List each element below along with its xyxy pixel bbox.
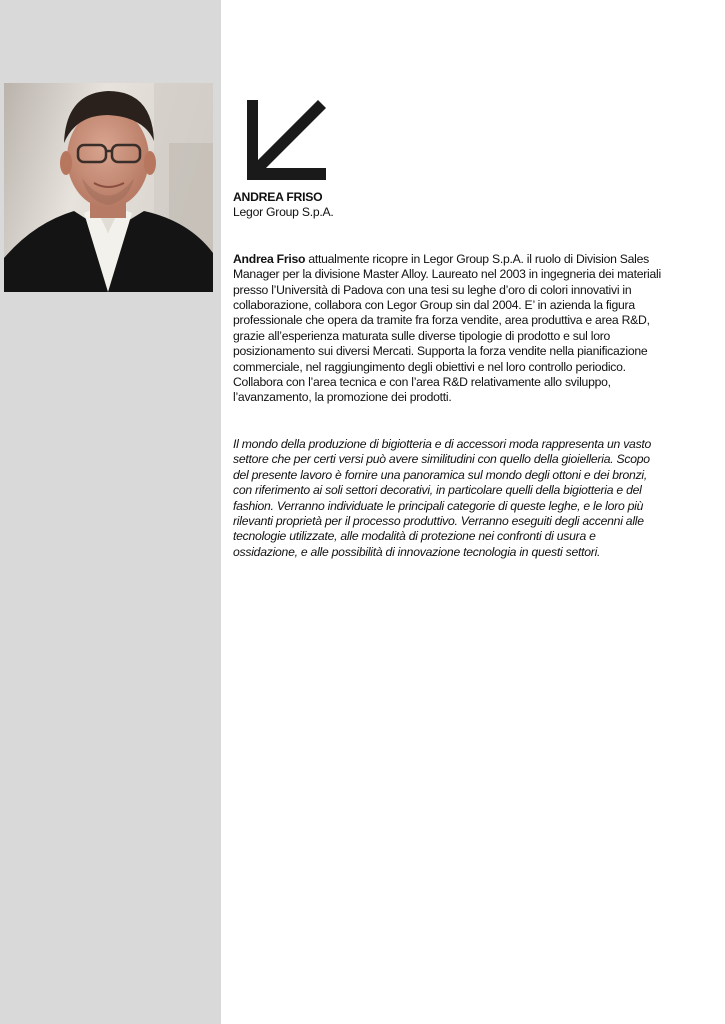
bio-text: attualmente ricopre in Legor Group S.p.A. il ruolo di Division Sales Manager per la divisione Master Alloy. Laureato nel 2003 in ingegneria dei materiali presso l’Università di Padova con una tesi su leghe d’oro di colori innovativi in collaborazione, collabora con Legor Group sin dal 2004. E’ in azienda la figura professionale che opera da tramite fra forza vendite, area produttiva e area R&D, grazie all’esperienza maturata sulle diverse tipologie di prodotto e sul loro posizionamento sui diversi Mercati. Supporta la forza vendite nella pianificazione commerciale, nel raggiungimento degli obiettivi e nel loro controllo periodico. Collabora con l’area tecnica e con l’area R&D relativamente allo sviluppo, l’avanzamento, la promozione dei prodotti. (233, 251, 661, 405)
author-company: Legor Group S.p.A. (233, 205, 334, 220)
bio-author-name: Andrea Friso (233, 251, 306, 266)
author-name: ANDREA FRISO (233, 190, 323, 204)
author-portrait-photo (4, 83, 213, 292)
abstract-text: Il mondo della produzione di bigiotteria e di accessori moda rappresenta un vasto settore che per certi versi può avere similitudini con quello della gioielleria. Scopo del presente lavoro è fornire una panoramica sul mondo degli ottoni e dei bronzi, con riferimento ai soli settori decorativi, in particolare quelli della bigiotteria e del fashion. Verranno individuate le principali categorie di queste leghe, e le loro più rilevanti proprietà per il processo produttivo. Verranno eseguiti degli accenni alle tecnologie utilizzate, alle modalità di protezione nei confronti di usura e ossidazione, e alle possibilità di innovazione tecnologia in questi settori. (233, 436, 652, 559)
arrow-down-left-logo-icon (245, 98, 329, 182)
document-content (233, 190, 663, 560)
author-bio (233, 252, 663, 406)
